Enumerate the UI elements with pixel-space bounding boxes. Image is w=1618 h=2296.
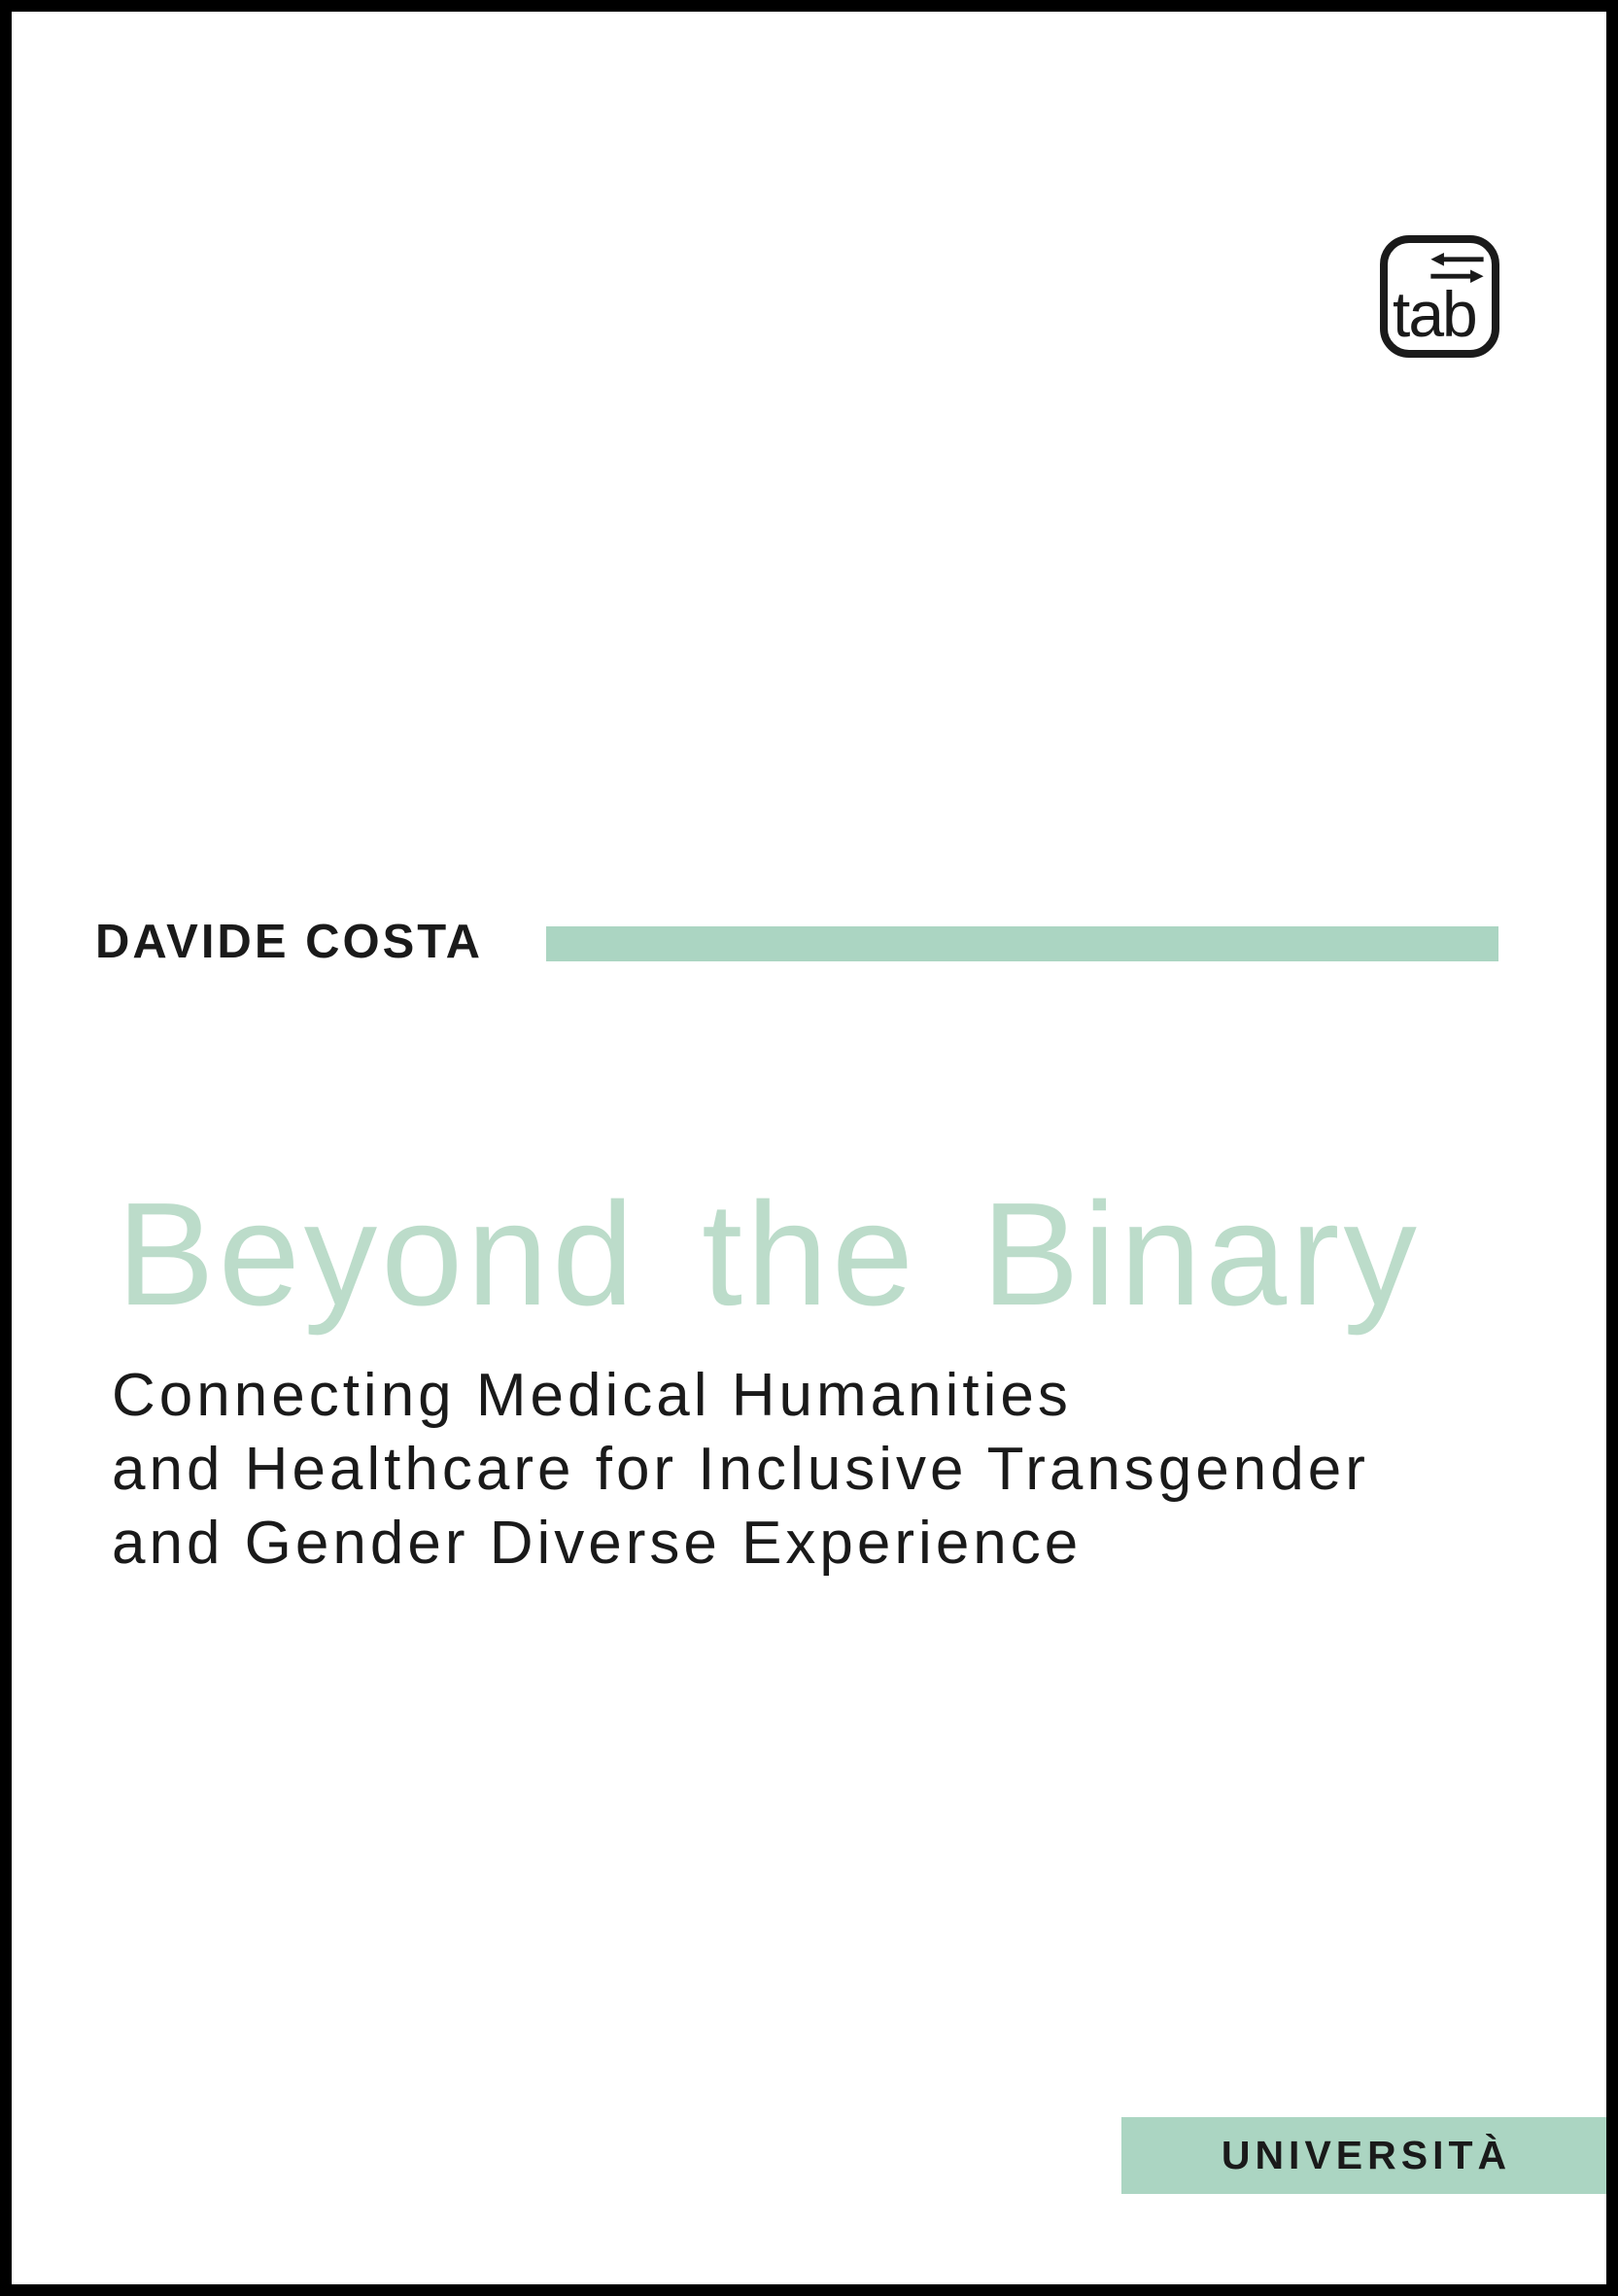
- author-name: DAVIDE COSTA: [95, 916, 483, 968]
- publisher-logo-text: tab: [1393, 278, 1476, 350]
- subtitle-line-1: Connecting Medical Humanities: [112, 1362, 1072, 1429]
- author-accent-bar: [546, 926, 1498, 961]
- publisher-logo: [1380, 235, 1499, 358]
- book-subtitle: [112, 1359, 1369, 1581]
- series-label: UNIVERSITÀ: [1221, 2133, 1512, 2177]
- subtitle-line-2: and Healthcare for Inclusive Transgender: [112, 1436, 1369, 1503]
- book-title: Beyond the Binary: [117, 1171, 1421, 1336]
- series-badge: [1121, 2117, 1606, 2194]
- subtitle-line-3: and Gender Diverse Experience: [112, 1510, 1083, 1577]
